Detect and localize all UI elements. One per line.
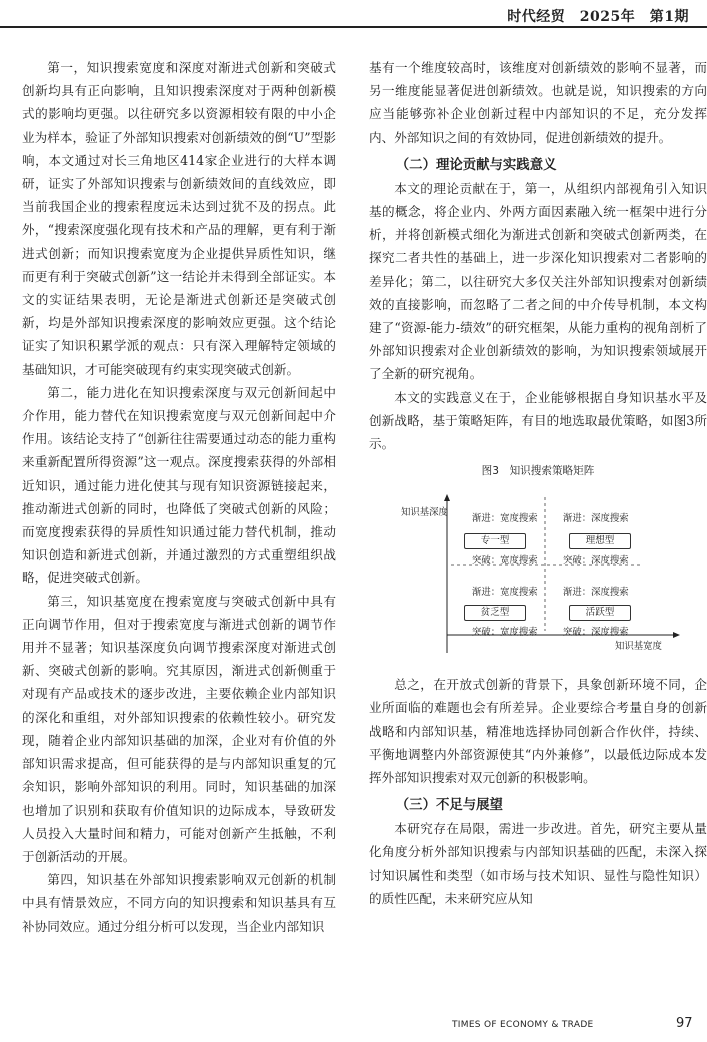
quadrant-bottom-label: 突破：深度搜索	[563, 627, 629, 639]
quadrant-type-box: 活跃型	[569, 605, 631, 621]
quadrant-bottom-label: 突破：深度搜索	[563, 555, 629, 567]
quadrant-top-label: 渐进：深度搜索	[563, 587, 629, 599]
section-heading: （三）不足与展望	[395, 797, 503, 814]
x-axis-label: 知识基宽度	[615, 641, 662, 653]
paragraph: 本文的理论贡献在于，第一，从组织内部视角引入知识基的概念，将企业内、外两方面因素融入统一框架中进行分析，并将创新模式细化为渐进式创新和突破式创新两类，在探究二者共性的基础上，进一步深化知识搜索对二者影响的差异化；第二，以往研究大多仅关注外部知识搜索对创新绩效的直接影响，而忽略了二者之间的中介传导机制，本文构建了“资源-能力-绩效”的研究框架，从能力重构的视角剖析了外部知识搜索对企业创新绩效的影响，为知识搜索领域展开了全新的研究视角。	[369, 180, 707, 382]
paragraph: 第二，能力进化在知识搜索深度与双元创新间起中介作用，能力替代在知识搜索宽度与双元创新间起中介作用。该结论支持了“创新往往需要通过动态的能力重构来重新配置所得资源”这一观点。深度搜索获得的外部相近知识，通过能力进化使其与现有知识资源链接起来，推动渐进式创新的同时，也降低了突破式创新的风险；而宽度搜索获得的异质性知识通过能力替代机制，推动知识创造和新进式创新，并通过激烈的方式重塑组织战略，促进突破式创新。	[22, 384, 336, 586]
quadrant-top-label: 渐进：宽度搜索	[472, 513, 538, 525]
quadrant-type-box: 专一型	[464, 533, 526, 549]
journal-issue-label: 时代经贸 2025年 第1期	[507, 9, 689, 25]
page-number: 97	[676, 1016, 693, 1031]
quadrant-type-box: 理想型	[569, 533, 631, 549]
figure-caption: 图3 知识搜索策略矩阵	[481, 465, 595, 478]
page-header	[0, 0, 707, 30]
quadrant-type-box: 贫乏型	[464, 605, 526, 621]
paragraph: 本研究存在局限，需进一步改进。首先，研究主要从量化角度分析外部知识搜索与内部知识基础的匹配，未深入探讨知识属性和类型（如市场与技术知识、显性与隐性知识）的质性匹配，未来研究应从知	[369, 821, 707, 906]
y-axis-label: 知识基深度	[401, 507, 448, 519]
paragraph: 基有一个维度较高时，该维度对创新绩效的影响不显著，而另一维度能显著促进创新绩效。也就是说，知识搜索的方向应当能够弥补企业创新过程中内部知识的不足，充分发挥内、外部知识之间的有效协同，促进创新绩效的提升。	[369, 60, 707, 145]
header-rule	[0, 26, 707, 28]
paragraph: 第一，知识搜索宽度和深度对渐进式创新和突破式创新均具有正向影响，且知识搜索深度对于两种创新模式的影响均更强。以往研究多以资源相较有限的中小企业为样本，验证了外部知识搜索对创新绩效的倒“U”型影响，本文通过对长三角地区414家企业进行的大样本调研，证实了外部知识搜索与创新绩效间的直线效应，即当前我国企业的搜索程度远未达到过犹不及的拐点。此外，“搜索深度强化现有技术和产品的理解，更有利于渐进式创新；而知识搜索宽度为企业提供异质性知识，继而更有利于突破式创新”这一结论并未得到全部证实。本文的实证结果表明，无论是渐进式创新还是突破式创新，均是外部知识搜索深度的影响效应更强。这个结论证实了知识积累学派的观点：只有深入理解特定领域的基础知识，才可能突破现有约束实现突破式创新。	[22, 60, 336, 377]
quadrant-bottom-label: 突破：宽度搜索	[472, 555, 538, 567]
paragraph: 第四，知识基在外部知识搜索影响双元创新的机制中具有情景效应，不同方向的知识搜索和知识基具有互补协同效应。通过分组分析可以发现，当企业内部知识	[22, 872, 336, 934]
quadrant-bottom-label: 突破：宽度搜索	[472, 627, 538, 639]
quadrant-top-label: 渐进：宽度搜索	[472, 587, 538, 599]
strategy-matrix-figure	[369, 485, 707, 655]
paragraph: 本文的实践意义在于，企业能够根据自身知识基水平及创新战略，基于策略矩阵，有目的地选取最优策略，如图3所示。	[369, 389, 707, 452]
paragraph: 第三，知识基宽度在搜索宽度与突破式创新中具有正向调节作用，但对于搜索宽度与渐进式创新的调节作用并不显著；知识基深度负向调节搜索深度对渐进式创新、突破式创新的影响。究其原因，渐进式创新侧重于对现有产品或技术的逐步改进，主要依赖企业内部知识的深化和重组，对外部知识搜索的依赖性较小。研究发现，随着企业内部知识基础的加深，企业对有价值的外部知识需求提高，但可能获得的是与内部知识重复的冗余知识，影响外部知识的利用。同时，知识基础的加深也增加了识别和获取有价值知识的边际成本，导致研发人员投入大量时间和精力，可能对创新产生抵触，不利于创新活动的开展。	[22, 593, 336, 864]
left-column	[22, 56, 336, 938]
right-column	[369, 56, 707, 910]
quadrant-top-label: 渐进：深度搜索	[563, 513, 629, 525]
journal-english-name: TIMES OF ECONOMY & TRADE	[452, 1020, 594, 1030]
section-heading: （二）理论贡献与实践意义	[395, 156, 557, 173]
paragraph: 总之，在开放式创新的背景下，具象创新环境不同，企业所面临的难题也会有所差异。企业要综合考量自身的创新战略和内部知识基，精准地选择协同创新合作伙伴，持续、平衡地调整内外部资源使其“内外兼修”，以最低边际成本发挥外部知识搜索对双元创新的积极影响。	[369, 677, 707, 786]
